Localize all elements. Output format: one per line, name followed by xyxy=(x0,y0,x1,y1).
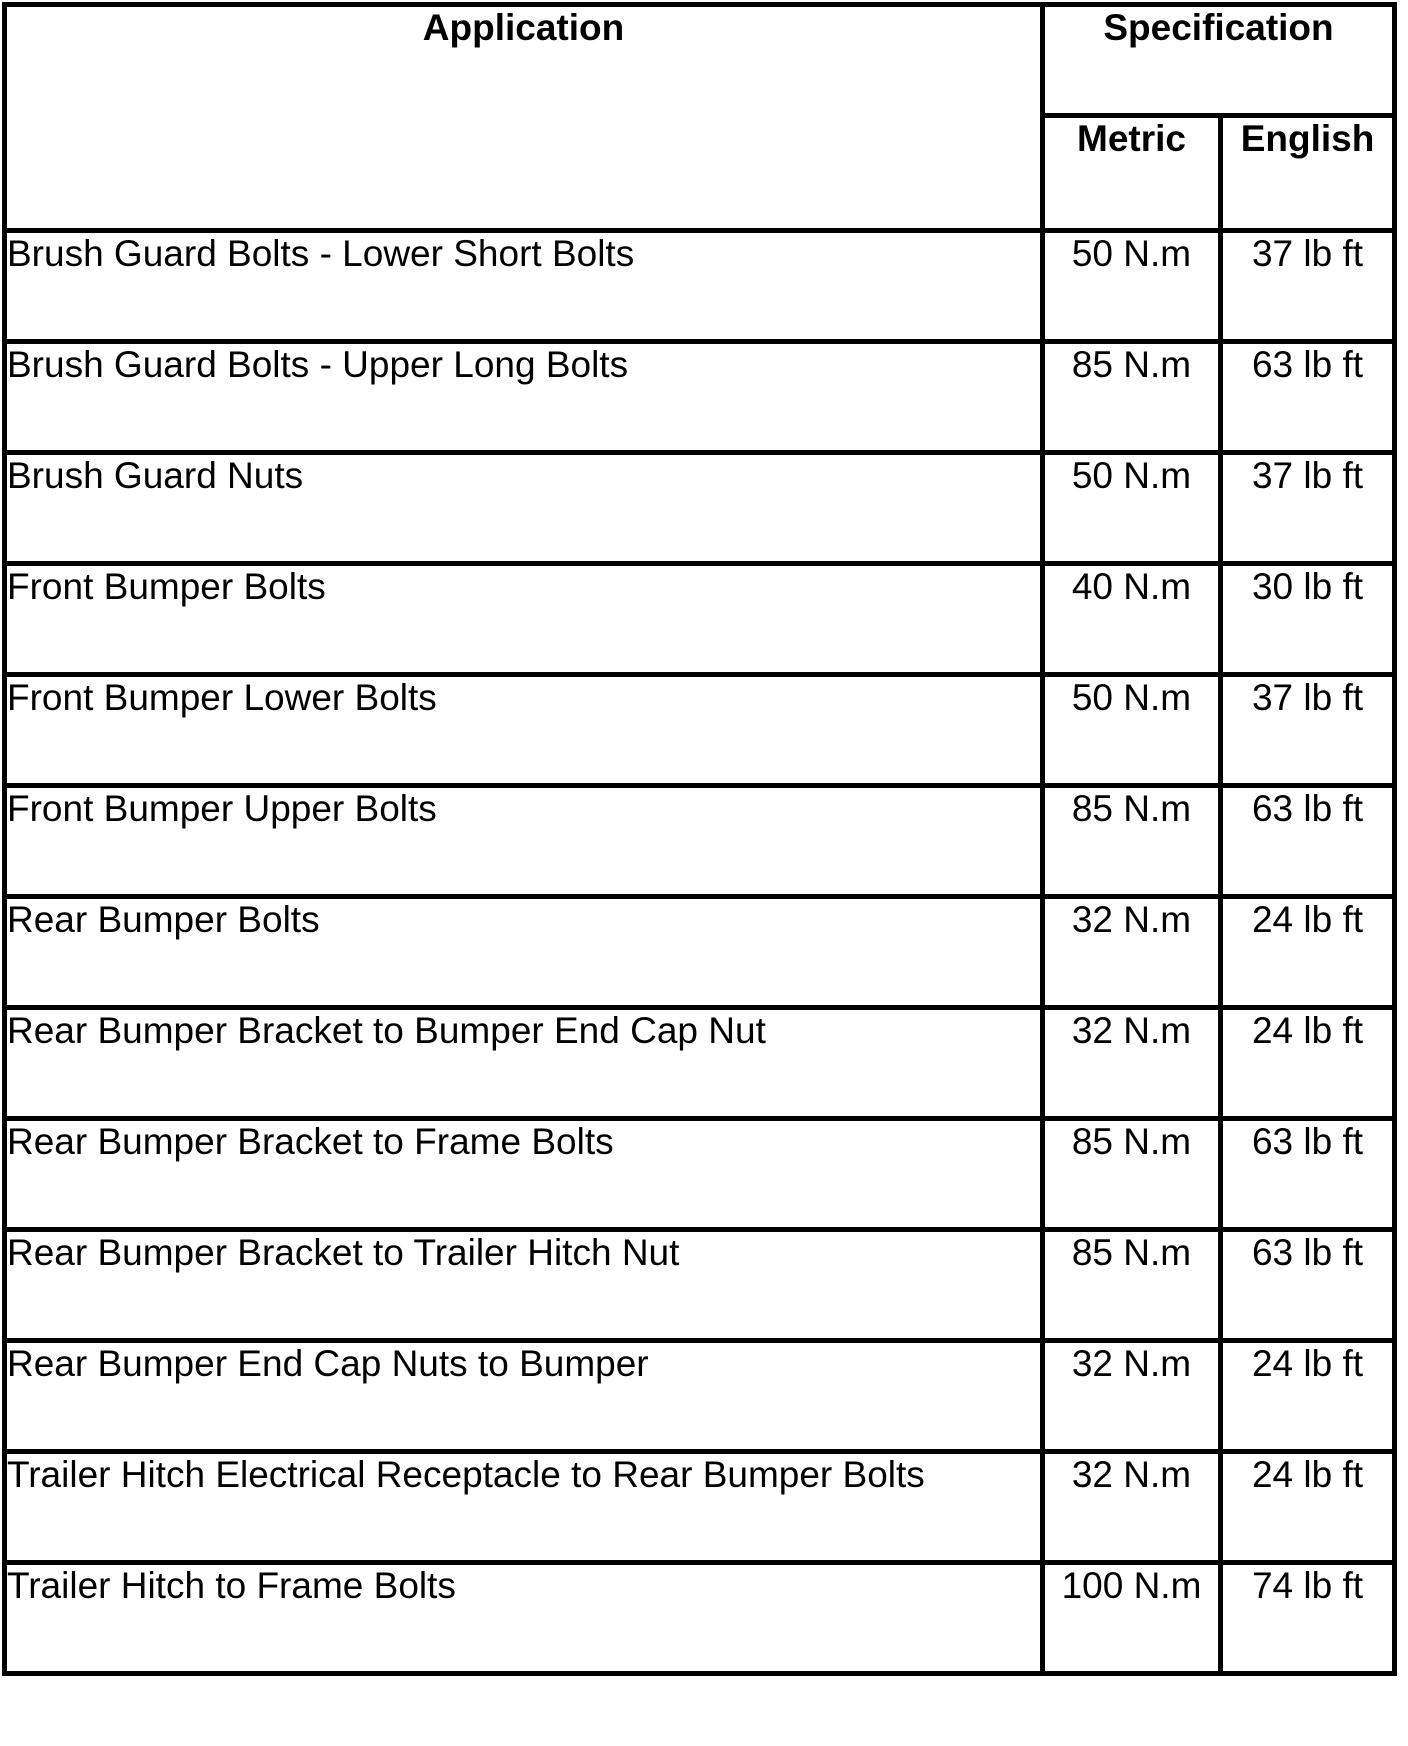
metric-cell: 50 N.m xyxy=(1043,453,1221,564)
english-cell: 24 lb ft xyxy=(1221,1452,1395,1563)
english-cell: 37 lb ft xyxy=(1221,453,1395,564)
table-row xyxy=(5,1452,1395,1563)
metric-cell: 85 N.m xyxy=(1043,1230,1221,1341)
metric-cell: 32 N.m xyxy=(1043,1452,1221,1563)
application-cell: Rear Bumper Bracket to Bumper End Cap Nut xyxy=(5,1008,1043,1119)
table-row xyxy=(5,231,1395,342)
english-cell: 37 lb ft xyxy=(1221,231,1395,342)
metric-cell: 85 N.m xyxy=(1043,786,1221,897)
metric-column-header: Metric xyxy=(1043,116,1221,231)
application-cell: Brush Guard Bolts - Upper Long Bolts xyxy=(5,342,1043,453)
english-cell: 74 lb ft xyxy=(1221,1563,1395,1674)
table-row xyxy=(5,1563,1395,1674)
application-cell: Front Bumper Upper Bolts xyxy=(5,786,1043,897)
metric-cell: 50 N.m xyxy=(1043,231,1221,342)
english-column-header: English xyxy=(1221,116,1395,231)
metric-cell: 32 N.m xyxy=(1043,1341,1221,1452)
application-column-header: Application xyxy=(5,5,1043,231)
english-cell: 63 lb ft xyxy=(1221,786,1395,897)
application-cell: Trailer Hitch to Frame Bolts xyxy=(5,1563,1043,1674)
table-row xyxy=(5,786,1395,897)
table-row xyxy=(5,1341,1395,1452)
metric-cell: 85 N.m xyxy=(1043,1119,1221,1230)
application-cell: Rear Bumper Bolts xyxy=(5,897,1043,1008)
application-cell: Rear Bumper End Cap Nuts to Bumper xyxy=(5,1341,1043,1452)
table-header xyxy=(5,5,1395,231)
application-cell: Front Bumper Lower Bolts xyxy=(5,675,1043,786)
table-row xyxy=(5,675,1395,786)
english-cell: 24 lb ft xyxy=(1221,1008,1395,1119)
application-cell: Trailer Hitch Electrical Receptacle to Rear Bumper Bolts xyxy=(5,1452,1043,1563)
metric-cell: 100 N.m xyxy=(1043,1563,1221,1674)
table-body xyxy=(5,231,1395,1674)
application-cell: Brush Guard Nuts xyxy=(5,453,1043,564)
table-row xyxy=(5,342,1395,453)
english-cell: 63 lb ft xyxy=(1221,342,1395,453)
application-cell: Front Bumper Bolts xyxy=(5,564,1043,675)
english-cell: 63 lb ft xyxy=(1221,1119,1395,1230)
english-cell: 24 lb ft xyxy=(1221,897,1395,1008)
table-row xyxy=(5,897,1395,1008)
table-row xyxy=(5,1119,1395,1230)
torque-spec-table xyxy=(2,2,1397,1676)
metric-cell: 50 N.m xyxy=(1043,675,1221,786)
english-cell: 63 lb ft xyxy=(1221,1230,1395,1341)
metric-cell: 40 N.m xyxy=(1043,564,1221,675)
application-cell: Brush Guard Bolts - Lower Short Bolts xyxy=(5,231,1043,342)
table-row xyxy=(5,453,1395,564)
table-row xyxy=(5,1008,1395,1119)
metric-cell: 32 N.m xyxy=(1043,1008,1221,1119)
table-row xyxy=(5,564,1395,675)
specification-column-header: Specification xyxy=(1043,5,1395,116)
application-cell: Rear Bumper Bracket to Frame Bolts xyxy=(5,1119,1043,1230)
header-row-top xyxy=(5,5,1395,116)
english-cell: 24 lb ft xyxy=(1221,1341,1395,1452)
metric-cell: 32 N.m xyxy=(1043,897,1221,1008)
table-row xyxy=(5,1230,1395,1341)
english-cell: 37 lb ft xyxy=(1221,675,1395,786)
metric-cell: 85 N.m xyxy=(1043,342,1221,453)
english-cell: 30 lb ft xyxy=(1221,564,1395,675)
application-cell: Rear Bumper Bracket to Trailer Hitch Nut xyxy=(5,1230,1043,1341)
